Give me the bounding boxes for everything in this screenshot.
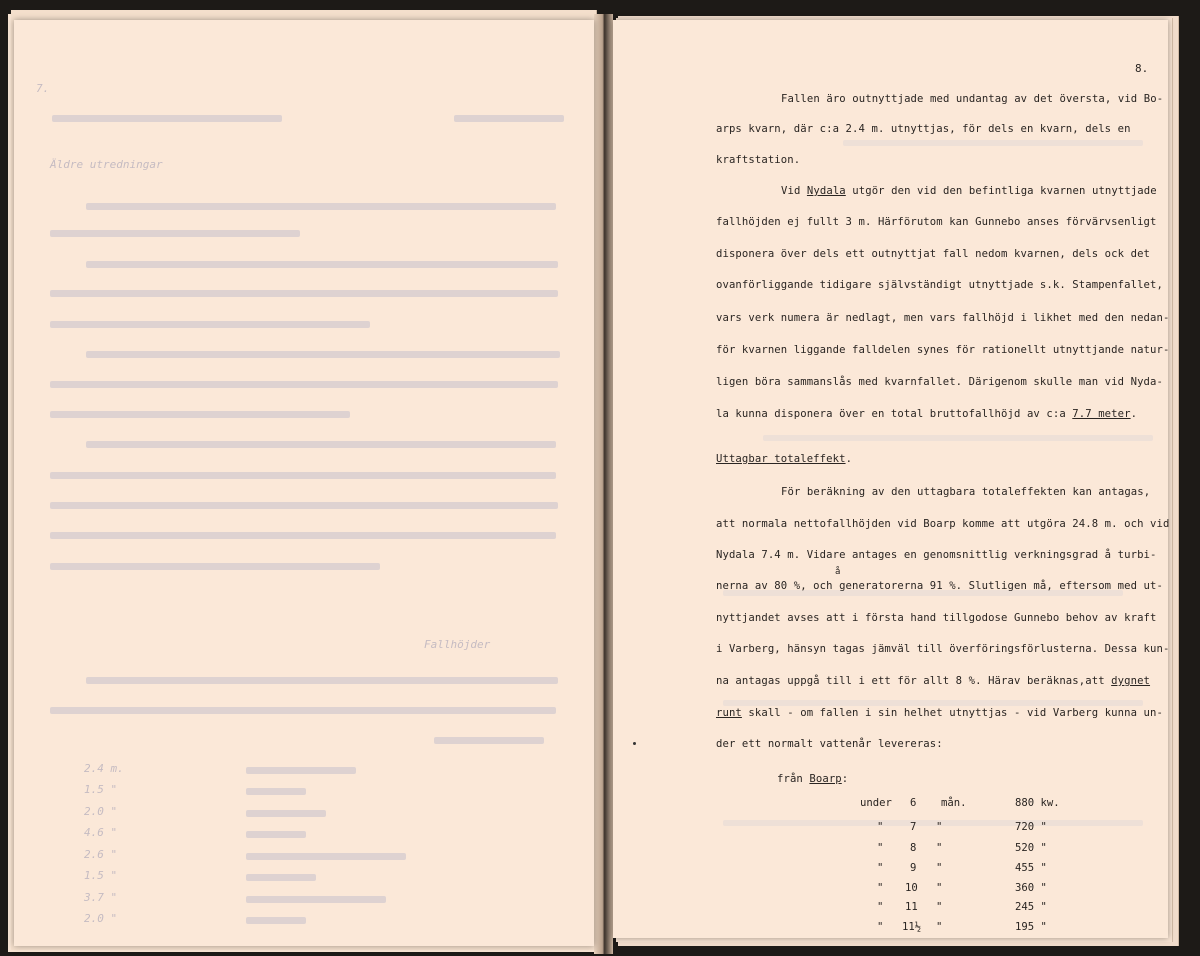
faint-line <box>50 532 556 539</box>
table-cell-unit: " <box>936 882 943 894</box>
table-cell-months: 6 <box>910 797 917 809</box>
bleed-through <box>723 820 1143 826</box>
faint-line <box>246 831 306 838</box>
text-fragment: utgör den vid den befintliga kvarnen utnyttjade <box>845 185 1157 197</box>
text-line: kraftstation. <box>716 154 801 166</box>
text-fragment: : <box>841 773 849 785</box>
table-cell-power: 520 " <box>1015 842 1047 854</box>
bleed-through <box>843 140 1143 146</box>
table-cell-prefix: under <box>860 797 892 809</box>
text-line: för kvarnen liggande falldelen synes för rationellt utnyttjande natur- <box>716 344 1170 356</box>
table-cell-unit: " <box>936 821 943 833</box>
faint-line <box>246 853 406 860</box>
text-fragment: Vid <box>781 185 807 197</box>
table-cell-months: 10 <box>905 882 918 894</box>
faint-line <box>50 230 300 237</box>
faint-value: 2.6 " <box>84 848 118 861</box>
faint-line <box>86 261 558 268</box>
faint-line <box>246 896 386 903</box>
inserted-character: å <box>835 567 841 577</box>
page-number: 8. <box>1135 62 1149 75</box>
section-heading <box>716 453 852 465</box>
emphasis-runt: runt <box>716 707 742 719</box>
faint-line <box>86 441 556 448</box>
table-cell-prefix: " <box>877 862 884 874</box>
faint-heading: Äldre utredningar <box>50 158 163 171</box>
text-line: nyttjandet avses att i första hand tillgodose Gunnebo behov av kraft <box>716 612 1157 624</box>
bleed-through <box>723 700 1143 706</box>
faint-line <box>50 321 370 328</box>
table-cell-prefix: " <box>877 901 884 913</box>
faint-line <box>246 874 316 881</box>
text-line: nerna av 80 %, och generatorerna 91 %. Slutligen må, eftersom med ut- <box>716 580 1163 592</box>
text-line: arps kvarn, där c:a 2.4 m. utnyttjas, för dels en kvarn, dels en <box>716 123 1131 135</box>
faint-value: 1.5 " <box>84 783 118 796</box>
table-cell-months: 7 <box>910 821 917 833</box>
faint-line <box>246 767 356 774</box>
table-cell-prefix: " <box>877 921 884 933</box>
text-line: ovanförliggande tidigare självständigt utnyttjade s.k. Stampenfallet, <box>716 279 1163 291</box>
table-cell-months: 11 <box>905 901 918 913</box>
faint-line <box>454 115 564 122</box>
faint-line <box>52 115 282 122</box>
faint-value: 2.0 " <box>84 805 118 818</box>
faint-heading: Fallhöjder <box>424 638 491 651</box>
faint-value: 2.4 m. <box>84 762 124 775</box>
text-line <box>716 675 1150 687</box>
text-fragment: . <box>1130 408 1138 420</box>
text-fragment: från <box>777 773 810 785</box>
faint-line <box>246 788 306 795</box>
faint-line <box>86 203 556 210</box>
faint-value: 3.7 " <box>84 891 118 904</box>
text-line: disponera över dels ett outnyttjat fall nedom kvarnen, dels ock det <box>716 248 1151 260</box>
text-fragment: na antagas uppgå till i ett för allt 8 %. Härav beräknas,att <box>716 675 1112 687</box>
table-intro <box>777 773 848 785</box>
table-cell-power: 360 " <box>1015 882 1047 894</box>
text-line <box>716 707 1163 719</box>
faint-line <box>246 810 326 817</box>
table-cell-unit: mån. <box>941 797 967 809</box>
table-cell-power: 455 " <box>1015 862 1047 874</box>
faint-line <box>50 472 556 479</box>
total-head-value: 7.7 meter <box>1072 408 1131 420</box>
faint-line <box>50 707 556 714</box>
text-fragment: skall - om fallen i sin helhet utnyttjas - vid Varberg kunna un- <box>741 707 1163 719</box>
section-heading-text: Uttagbar totaleffekt <box>716 453 846 465</box>
place-name-nydala: Nydala <box>806 185 846 197</box>
text-line: För beräkning av den uttagbara totaleffekten kan antagas, <box>781 486 1151 498</box>
section-heading-period: . <box>845 453 853 465</box>
faint-line <box>50 290 558 297</box>
table-cell-unit: " <box>936 901 943 913</box>
right-page <box>613 20 1168 938</box>
text-fragment: la kunna disponera över en total bruttofallhöjd av c:a <box>716 408 1073 420</box>
faint-line <box>50 381 558 388</box>
text-line: Nydala 7.4 m. Vidare antages en genomsnittlig verkningsgrad å turbi- <box>716 549 1157 561</box>
table-cell-unit: " <box>936 862 943 874</box>
emphasis-dygnet: dygnet <box>1111 675 1151 687</box>
faint-line <box>434 737 544 744</box>
table-cell-power: 720 " <box>1015 821 1047 833</box>
faint-line <box>86 351 560 358</box>
ink-dot <box>633 742 636 745</box>
text-line: fallhöjden ej fullt 3 m. Härförutom kan Gunnebo anses förvärvsenligt <box>716 216 1157 228</box>
table-cell-power: 245 " <box>1015 901 1047 913</box>
faint-line <box>50 502 558 509</box>
table-cell-unit: " <box>936 842 943 854</box>
faint-line <box>246 917 306 924</box>
text-line: vars verk numera är nedlagt, men vars fallhöjd i likhet med den nedan- <box>716 312 1170 324</box>
text-line <box>716 408 1137 420</box>
book-gutter <box>594 14 613 954</box>
place-name-boarp: Boarp <box>809 773 842 785</box>
faint-line <box>50 563 380 570</box>
text-line: der ett normalt vattenår levereras: <box>716 738 943 750</box>
text-line: ligen böra sammanslås med kvarnfallet. Därigenom skulle man vid Nyda- <box>716 376 1163 388</box>
text-line: att normala nettofallhöjden vid Boarp komme att utgöra 24.8 m. och vid <box>716 518 1170 530</box>
table-cell-months: 9 <box>910 862 917 874</box>
faint-value: 4.6 " <box>84 826 118 839</box>
table-cell-power: 880 kw. <box>1015 797 1060 809</box>
faint-line <box>50 411 350 418</box>
table-cell-months: 8 <box>910 842 917 854</box>
text-line: Fallen äro outnyttjade med undantag av det översta, vid Bo- <box>781 93 1164 105</box>
faint-value: 1.5 " <box>84 869 118 882</box>
left-page-number: 7. <box>36 82 50 95</box>
table-cell-prefix: " <box>877 842 884 854</box>
bleed-through <box>763 435 1153 441</box>
table-cell-power: 195 " <box>1015 921 1047 933</box>
text-line <box>781 185 1157 197</box>
left-page <box>14 20 594 946</box>
table-cell-months: 11½ <box>902 921 922 933</box>
table-cell-prefix: " <box>877 882 884 894</box>
faint-value: 2.0 " <box>84 912 118 925</box>
faint-line <box>86 677 558 684</box>
text-line: i Varberg, hänsyn tagas jämväl till överföringsförlusterna. Dessa kun- <box>716 643 1170 655</box>
table-cell-unit: " <box>936 921 943 933</box>
table-cell-prefix: " <box>877 821 884 833</box>
